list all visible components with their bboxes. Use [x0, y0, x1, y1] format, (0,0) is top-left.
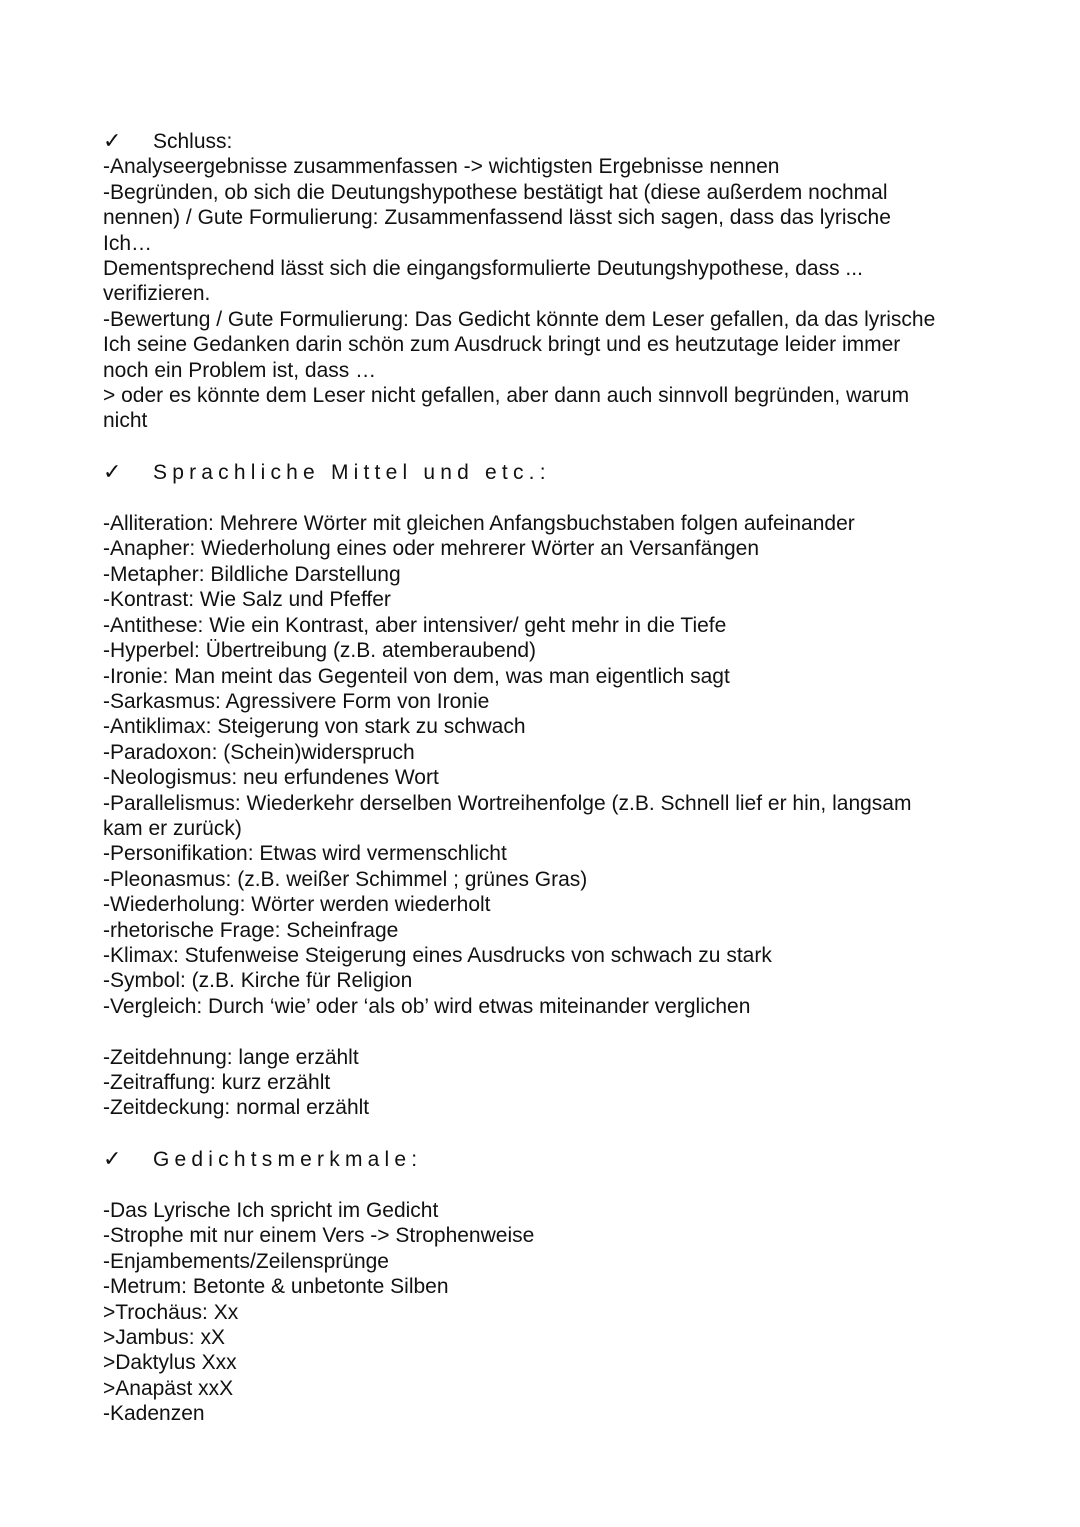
document-page: [103, 128, 1003, 1427]
list-item: -Paradoxon: (Schein)widerspruch: [103, 740, 415, 764]
list-item: nicht: [103, 409, 148, 433]
list-item: -Das Lyrische Ich spricht im Gedicht: [103, 1198, 439, 1222]
spacer: [103, 486, 1003, 511]
list-item: -Enjambements/Zeilensprünge: [103, 1249, 389, 1273]
list-item: > oder es könnte dem Leser nicht gefallen, aber dann auch sinnvoll begründen, warum: [103, 384, 910, 408]
list-item: >Anapäst xxX: [103, 1376, 234, 1400]
section-heading-sprachliche-mittel: [103, 459, 1003, 485]
list-item: -Metrum: Betonte & unbetonte Silben: [103, 1275, 449, 1299]
list-item: -Zeitraffung: kurz erzählt: [103, 1070, 331, 1094]
list-item: -Metapher: Bildliche Darstellung: [103, 562, 401, 586]
list-item: -Klimax: Stufenweise Steigerung eines Ausdrucks von schwach zu stark: [103, 943, 772, 967]
spacer: [103, 1019, 1003, 1044]
list-item: -Sarkasmus: Agressivere Form von Ironie: [103, 689, 490, 713]
list-item: -Symbol: (z.B. Kirche für Religion: [103, 969, 413, 993]
list-item: Ich…: [103, 231, 153, 255]
list-item: >Daktylus Xxx: [103, 1351, 237, 1375]
list-item: kam er zurück): [103, 816, 242, 840]
list-item: -Antiklimax: Steigerung von stark zu schwach: [103, 715, 526, 739]
section-heading-schluss: [103, 128, 1003, 154]
list-item: nennen) / Gute Formulierung: Zusammenfassend lässt sich sagen, dass das lyrische: [103, 206, 891, 230]
schluss-list: [103, 154, 1003, 433]
list-item: -Vergleich: Durch ‘wie’ oder ‘als ob’ wird etwas miteinander verglichen: [103, 994, 751, 1018]
list-item: Dementsprechend lässt sich die eingangsformulierte Deutungshypothese, dass ...: [103, 257, 863, 281]
spacer: [103, 1173, 1003, 1198]
list-item: -Antithese: Wie ein Kontrast, aber intensiver/ geht mehr in die Tiefe: [103, 613, 727, 637]
list-item: -Parallelismus: Wiederkehr derselben Wortreihenfolge (z.B. Schnell lief er hin, langsam: [103, 791, 912, 815]
gedichtsmerkmale-list: [103, 1198, 1003, 1427]
list-item: -Analyseergebnisse zusammenfassen -> wichtigsten Ergebnisse nennen: [103, 155, 780, 179]
list-item: Ich seine Gedanken darin schön zum Ausdruck bringt und es heutzutage leider immer: [103, 333, 901, 357]
list-item: -Pleonasmus: (z.B. weißer Schimmel ; grünes Gras): [103, 867, 588, 891]
list-item: -Wiederholung: Wörter werden wiederholt: [103, 893, 491, 917]
spacer: [103, 1121, 1003, 1146]
list-item: -Personifikation: Etwas wird vermenschlicht: [103, 842, 507, 866]
heading-text: Sprachliche Mittel und etc.:: [153, 461, 551, 485]
list-item: >Trochäus: Xx: [103, 1300, 239, 1324]
list-item: -Zeitdehnung: lange erzählt: [103, 1045, 359, 1069]
list-item: -Kontrast: Wie Salz und Pfeffer: [103, 588, 391, 612]
list-item: -Zeitdeckung: normal erzählt: [103, 1096, 370, 1120]
heading-text: Gedichtsmerkmale:: [153, 1148, 423, 1172]
spacer: [103, 434, 1003, 459]
list-item: -Kadenzen: [103, 1402, 205, 1426]
list-item: -Bewertung / Gute Formulierung: Das Gedicht könnte dem Leser gefallen, da das lyrische: [103, 307, 936, 331]
checkmark-icon: ✓: [103, 128, 122, 153]
list-item: -Strophe mit nur einem Vers -> Strophenweise: [103, 1224, 535, 1248]
checkmark-icon: ✓: [103, 459, 122, 485]
stilmittel-list: [103, 511, 1003, 1019]
list-item: -Anapher: Wiederholung eines oder mehrerer Wörter an Versanfängen: [103, 537, 760, 561]
list-item: -Ironie: Man meint das Gegenteil von dem, was man eigentlich sagt: [103, 664, 730, 688]
section-heading-gedichtsmerkmale: [103, 1146, 1003, 1172]
list-item: -Begründen, ob sich die Deutungshypothese bestätigt hat (diese außerdem nochmal: [103, 180, 888, 204]
heading-text: Schluss:: [153, 130, 233, 153]
zeitgestaltung-list: [103, 1045, 1003, 1121]
list-item: verifizieren.: [103, 282, 211, 306]
list-item: -rhetorische Frage: Scheinfrage: [103, 918, 399, 942]
list-item: -Hyperbel: Übertreibung (z.B. atemberaubend): [103, 639, 537, 663]
list-item: noch ein Problem ist, dass …: [103, 358, 377, 382]
checkmark-icon: ✓: [103, 1146, 122, 1172]
list-item: >Jambus: xX: [103, 1326, 225, 1350]
list-item: -Alliteration: Mehrere Wörter mit gleichen Anfangsbuchstaben folgen aufeinander: [103, 512, 855, 536]
list-item: -Neologismus: neu erfundenes Wort: [103, 766, 439, 790]
